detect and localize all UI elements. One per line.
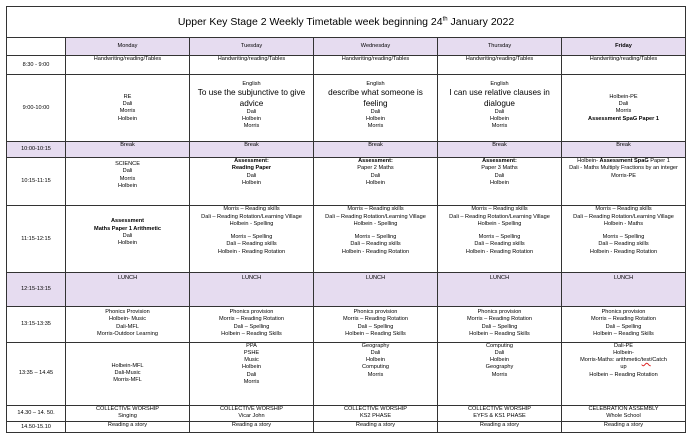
time-slot: 13:15-13:35	[7, 307, 66, 343]
lunch-cell: LUNCH	[66, 273, 190, 307]
lesson-cell: PPA PSHE Music Holbein Dali Morris	[190, 342, 314, 405]
story-cell: Reading a story	[190, 422, 314, 433]
time-slot: 8:30 - 9:00	[7, 56, 66, 75]
lesson-cell: Holbein-MFL Dali-Music Morris-MFL	[66, 342, 190, 405]
story-cell: Reading a story	[66, 422, 190, 433]
day-header-friday: Friday	[562, 38, 686, 56]
assembly-cell: COLLECTIVE WORSHIP EYFS & KS1 PHASE	[438, 405, 562, 422]
break-cell: Break	[190, 142, 314, 158]
lesson-cell: Handwriting/reading/Tables	[438, 56, 562, 75]
lesson-cell: Holbein- Assessment SpaG Paper 1 Dali - Maths Multiply Fractions by an integer Morris-PE	[562, 158, 686, 206]
break-cell: Break	[314, 142, 438, 158]
time-slot: 13:35 – 14.45	[7, 342, 66, 405]
time-slot: 11:15-12:15	[7, 206, 66, 273]
lesson-cell: Phonics provision Morris – Reading Rotation Dali – Spelling Holbein – Reading Skills	[314, 307, 438, 343]
lesson-cell: Morris – Reading skills Dali – Reading Rotation/Learning Village Holbein - Maths Morris – Spelling Dali – Reading skills Holbein - Reading Rotation	[562, 206, 686, 273]
lesson-cell: Assessment: Reading Paper Dali Holbein	[190, 158, 314, 206]
day-header-monday: Monday	[66, 38, 190, 56]
lesson-cell: Computing Dali Holbein Geography Morris	[438, 342, 562, 405]
break-cell: Break	[438, 142, 562, 158]
assembly-cell: CELEBRATION ASSEMBLY Whole School	[562, 405, 686, 422]
time-slot: 9:00-10:00	[7, 75, 66, 142]
lunch-cell: LUNCH	[438, 273, 562, 307]
lesson-cell: Phonics provision Morris – Reading Rotation Dali – Spelling Holbein – Reading Skills	[190, 307, 314, 343]
lesson-cell: SCIENCE Dali Morris Holbein	[66, 158, 190, 206]
lesson-cell: Assessment Maths Paper 1 Arithmetic Dali Holbein	[66, 206, 190, 273]
timetable-title: Upper Key Stage 2 Weekly Timetable week beginning 24th January 2022	[7, 7, 686, 38]
lunch-cell: LUNCH	[314, 273, 438, 307]
assembly-cell: COLLECTIVE WORSHIP KS2 PHASE	[314, 405, 438, 422]
day-header-wednesday: Wednesday	[314, 38, 438, 56]
assembly-cell: COLLECTIVE WORSHIP Singing	[66, 405, 190, 422]
time-slot: 10:15-11:15	[7, 158, 66, 206]
lesson-cell: Handwriting/reading/Tables	[314, 56, 438, 75]
lesson-cell: Handwriting/reading/Tables	[66, 56, 190, 75]
lesson-cell: Morris – Reading skills Dali – Reading Rotation/Learning Village Holbein - Spelling Morris – Spelling Dali – Reading skills Holbein - Reading Rotation	[438, 206, 562, 273]
lesson-cell: Morris – Reading skills Dali – Reading Rotation/Learning Village Holbein - Spelling Morris – Spelling Dali – Reading skills Holbein - Reading Rotation	[190, 206, 314, 273]
lesson-cell: Handwriting/reading/Tables	[562, 56, 686, 75]
lesson-cell: English describe what someone is feeling Dali Holbein Morris	[314, 75, 438, 142]
lesson-cell: Phonics provision Morris – Reading Rotation Dali – Spelling Holbein – Reading Skills	[438, 307, 562, 343]
weekly-timetable	[6, 6, 686, 433]
time-slot: 12:15-13:15	[7, 273, 66, 307]
break-cell: Break	[66, 142, 190, 158]
lesson-cell: English I can use relative clauses in dialogue Dali Holbein Morris	[438, 75, 562, 142]
lesson-cell: Holbein-PE Dali Morris Assessment SpaG Paper 1	[562, 75, 686, 142]
lesson-cell: Phonics Provision Holbein- Music Dali-MFL Morris-Outdoor Learning	[66, 307, 190, 343]
day-header-thursday: Thursday	[438, 38, 562, 56]
corner-cell	[7, 38, 66, 56]
lesson-cell: Assessment: Paper 3 Maths Dali Holbein	[438, 158, 562, 206]
story-cell: Reading a story	[438, 422, 562, 433]
time-slot: 14.30 – 14. 50.	[7, 405, 66, 422]
lunch-cell: LUNCH	[562, 273, 686, 307]
break-cell: Break	[562, 142, 686, 158]
lesson-cell: Handwriting/reading/Tables	[190, 56, 314, 75]
lesson-cell: Geography Dali Holbein Computing Morris	[314, 342, 438, 405]
time-slot: 14.50-15.10	[7, 422, 66, 433]
lesson-cell: Dali-PE Holbein- Morris-Maths: arithmetic/test/Catch up Holbein – Reading Rotation	[562, 342, 686, 405]
story-cell: Reading a story	[562, 422, 686, 433]
lesson-cell: Assessment: Paper 2 Maths Dali Holbein	[314, 158, 438, 206]
lesson-cell: RE Dali Morris Holbein	[66, 75, 190, 142]
lesson-cell: Morris – Reading skills Dali – Reading Rotation/Learning Village Holbein - Spelling Morris – Spelling Dali – Reading skills Holbein - Reading Rotation	[314, 206, 438, 273]
assembly-cell: COLLECTIVE WORSHIP Vicar John	[190, 405, 314, 422]
time-slot: 10:00-10:15	[7, 142, 66, 158]
lesson-cell: English To use the subjunctive to give advice Dali Holbein Morris	[190, 75, 314, 142]
lunch-cell: LUNCH	[190, 273, 314, 307]
lesson-cell: Phonics provision Morris – Reading Rotation Dali – Spelling Holbein – Reading Skills	[562, 307, 686, 343]
story-cell: Reading a story	[314, 422, 438, 433]
day-header-tuesday: Tuesday	[190, 38, 314, 56]
